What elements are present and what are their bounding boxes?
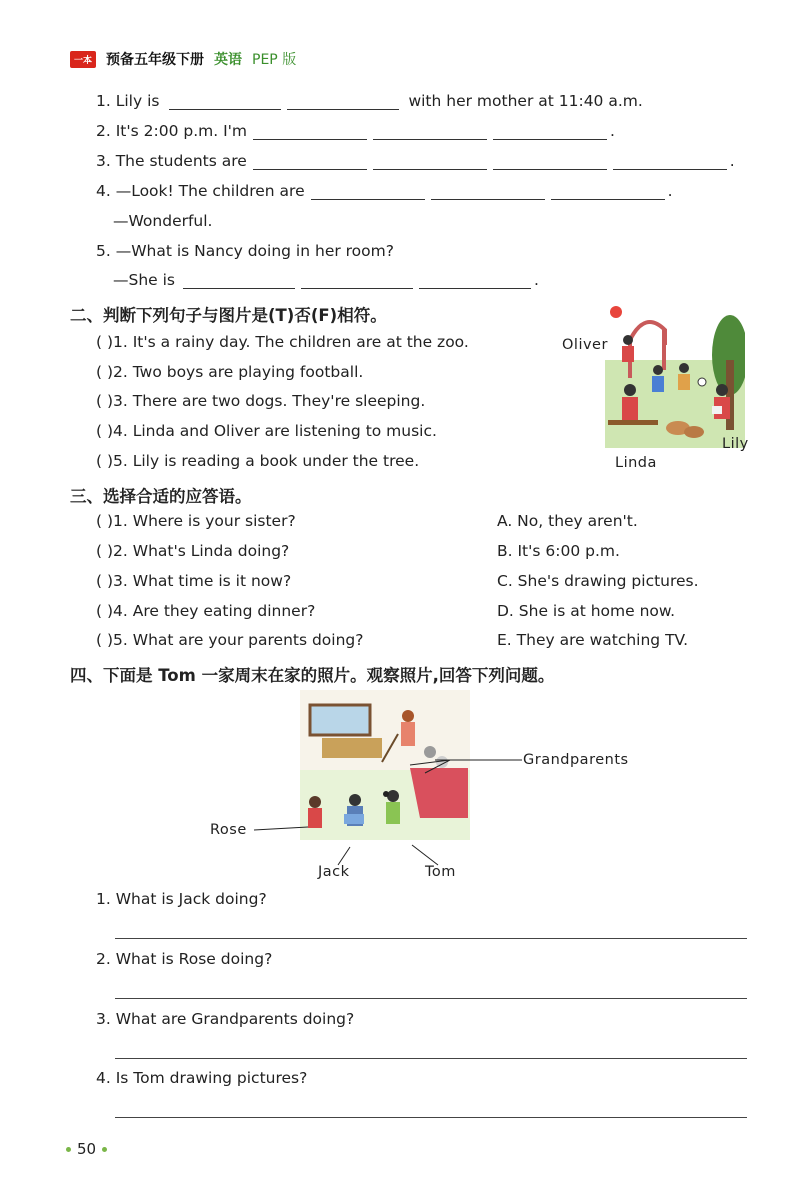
answer-blank[interactable] bbox=[551, 186, 665, 200]
answer-blank[interactable] bbox=[373, 156, 487, 170]
bullet-dot-icon bbox=[66, 1147, 71, 1152]
fill-question-2: 2. It's 2:00 p.m. I'm . bbox=[96, 122, 615, 140]
fill-question-3: 3. The students are . bbox=[96, 152, 735, 170]
label-linda: Linda bbox=[615, 455, 657, 471]
match-option: C. She's drawing pictures. bbox=[497, 572, 699, 590]
answer-blank[interactable] bbox=[419, 275, 531, 289]
match-question: ( )5. What are your parents doing? bbox=[96, 631, 364, 649]
answer-blank[interactable] bbox=[169, 96, 281, 110]
answer-blank[interactable] bbox=[373, 126, 487, 140]
match-question: ( )2. What's Linda doing? bbox=[96, 542, 290, 560]
tf-item: ( )1. It's a rainy day. The children are at the zoo. bbox=[96, 333, 469, 351]
dog-icon bbox=[684, 426, 704, 438]
section-2-title: 二、判断下列句子与图片是(T)否(F)相符。 bbox=[70, 306, 387, 325]
answer-line[interactable] bbox=[115, 938, 747, 939]
answer-blank[interactable] bbox=[431, 186, 545, 200]
match-option: A. No, they aren't. bbox=[497, 512, 638, 530]
answer-blank[interactable] bbox=[493, 156, 607, 170]
page-number: 50 bbox=[77, 1140, 97, 1158]
sun-icon bbox=[610, 306, 622, 318]
label-tom: Tom bbox=[425, 864, 456, 880]
match-option: D. She is at home now. bbox=[497, 602, 676, 620]
page-header bbox=[70, 48, 296, 70]
label-rose: Rose bbox=[210, 822, 247, 838]
label-lily: Lily bbox=[722, 436, 749, 452]
section-4-title: 四、下面是 Tom 一家周末在家的照片。观察照片,回答下列问题。 bbox=[70, 666, 555, 685]
page-footer bbox=[66, 1140, 107, 1158]
tf-item: ( )5. Lily is reading a book under the tree. bbox=[96, 452, 420, 470]
match-question: ( )3. What time is it now? bbox=[96, 572, 292, 590]
match-question: ( )4. Are they eating dinner? bbox=[96, 602, 316, 620]
answer-line[interactable] bbox=[115, 998, 747, 999]
pointer-lines bbox=[250, 755, 530, 875]
label-jack: Jack bbox=[318, 864, 350, 880]
version-label: PEP 版 bbox=[252, 52, 297, 68]
publisher-logo: 一本 bbox=[70, 51, 96, 68]
subject-label: 英语 bbox=[214, 52, 243, 68]
answer-blank[interactable] bbox=[613, 156, 727, 170]
answer-blank[interactable] bbox=[301, 275, 413, 289]
open-question: 2. What is Rose doing? bbox=[96, 950, 273, 968]
open-question: 3. What are Grandparents doing? bbox=[96, 1010, 355, 1028]
tf-item: ( )2. Two boys are playing football. bbox=[96, 363, 364, 381]
match-option: B. It's 6:00 p.m. bbox=[497, 542, 620, 560]
window-icon bbox=[310, 705, 370, 735]
label-oliver: Oliver bbox=[562, 337, 608, 353]
match-option: E. They are watching TV. bbox=[497, 631, 689, 649]
fill-question-1: 1. Lily is with her mother at 11:40 a.m. bbox=[96, 92, 643, 110]
label-grandparents: Grandparents bbox=[523, 752, 629, 768]
match-question: ( )1. Where is your sister? bbox=[96, 512, 296, 530]
fill-question-5: 5. —What is Nancy doing in her room? bbox=[96, 242, 394, 260]
fill-question-5-reply: —She is . bbox=[113, 271, 539, 289]
answer-blank[interactable] bbox=[493, 126, 607, 140]
section-3-title: 三、选择合适的应答语。 bbox=[70, 487, 252, 506]
tf-item: ( )4. Linda and Oliver are listening to music. bbox=[96, 422, 437, 440]
park-illustration bbox=[600, 300, 745, 450]
open-question: 4. Is Tom drawing pictures? bbox=[96, 1069, 308, 1087]
answer-line[interactable] bbox=[115, 1058, 747, 1059]
answer-blank[interactable] bbox=[253, 126, 367, 140]
answer-blank[interactable] bbox=[287, 96, 399, 110]
tf-item: ( )3. There are two dogs. They're sleeping. bbox=[96, 392, 426, 410]
open-question: 1. What is Jack doing? bbox=[96, 890, 267, 908]
fill-question-4: 4. —Look! The children are . bbox=[96, 182, 673, 200]
answer-blank[interactable] bbox=[311, 186, 425, 200]
book-title: 预备五年级下册 bbox=[106, 52, 205, 68]
fill-question-4-reply: —Wonderful. bbox=[113, 212, 213, 230]
answer-blank[interactable] bbox=[183, 275, 295, 289]
answer-blank[interactable] bbox=[253, 156, 367, 170]
bullet-dot-icon bbox=[102, 1147, 107, 1152]
answer-line[interactable] bbox=[115, 1117, 747, 1118]
